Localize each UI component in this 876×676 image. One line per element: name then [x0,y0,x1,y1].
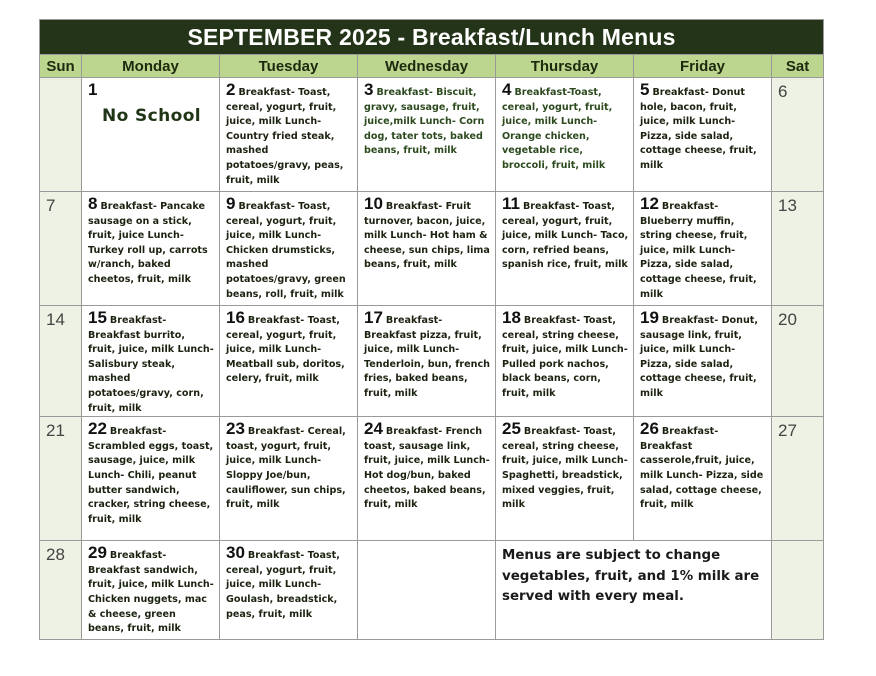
menu-text: Breakfast-Toast, cereal, yogurt, fruit, juice, milk Lunch- Orange chicken, vegetable rice, broccoli, fruit, milk [502,87,613,171]
menu-text: Breakfast- Toast, cereal, string cheese, fruit, juice, milk Lunch- Pulled pork nachos, black beans, corn, fruit, milk [502,315,628,399]
saturday-date: 13 [778,196,797,215]
sunday-date [40,78,81,82]
day-number: 12 [640,194,659,213]
day-number: 24 [364,419,383,439]
saturday-cell [772,541,824,640]
day-number: 25 [502,419,521,439]
day-cell [220,306,358,417]
calendar-title: SEPTEMBER 2025 - Breakfast/Lunch Menus [40,20,824,55]
day-number: 10 [364,194,383,213]
day-number: 9 [226,194,236,213]
day-number: 19 [640,308,659,327]
sunday-cell [40,192,82,306]
sunday-date: 21 [46,421,65,441]
day-cell [496,192,634,306]
day-number: 4 [502,80,512,99]
menu-text: Breakfast- Cereal, toast, yogurt, fruit, juice, milk Lunch- Sloppy Joe/bun, cauliflower, sun chips, fruit, milk [226,426,346,511]
menu-text: Breakfast- Donut, sausage link, fruit, juice, milk Lunch- Pizza, side salad, cottage cheese, fruit, milk [640,315,759,399]
day-number: 2 [226,80,236,99]
day-cell [220,192,358,306]
day-cell [358,306,496,417]
day-number: 29 [88,543,107,563]
day-header-monday: Monday [82,55,220,78]
sunday-date: 7 [46,196,56,215]
day-cell [82,541,220,640]
day-number: 1 [88,80,98,99]
sunday-cell [40,541,82,640]
day-number: 30 [226,543,245,563]
menu-text: Breakfast- Breakfast pizza, fruit, juice, milk Lunch- Tenderloin, bun, french fries, baked beans, fruit, milk [364,315,490,399]
day-number: 11 [502,194,520,213]
day-cell [496,306,634,417]
day-cell [82,417,220,541]
day-cell [220,78,358,192]
menu-text: Breakfast- Fruit turnover, bacon, juice, milk Lunch- Hot ham & cheese, sun chips, lima beans, fruit, milk [364,201,490,271]
menu-text: Breakfast- French toast, sausage link, fruit, juice, milk Lunch- Hot dog/bun, baked cheetos, baked beans, fruit, milk [364,426,490,511]
empty-day-cell [358,541,496,640]
day-number: 8 [88,194,98,213]
day-cell [358,417,496,541]
day-cell [82,306,220,417]
menu-text: Breakfast- Toast, cereal, yogurt, fruit, juice, milk Lunch- Goulash, breadstick, peas, fruit, milk [226,550,340,620]
day-cell [358,78,496,192]
day-cell [82,78,220,192]
day-number: 5 [640,80,650,99]
day-number: 26 [640,419,659,439]
day-cell [634,306,772,417]
day-header-friday: Friday [634,55,772,78]
saturday-cell [772,417,824,541]
saturday-date: 27 [778,421,797,441]
saturday-date [772,541,823,545]
menu-text: Breakfast- Scrambled eggs, toast, sausage, juice, milk Lunch- Chili, peanut butter sandwich, cracker, string cheese, fruit, milk [88,426,214,525]
day-number: 17 [364,308,383,327]
saturday-cell [772,306,824,417]
day-cell [82,192,220,306]
sunday-cell [40,417,82,541]
day-cell [496,78,634,192]
day-number: 3 [364,80,374,99]
menu-text: Breakfast- Pancake sausage on a stick, fruit, juice Lunch- Turkey roll up, carrots w/ranch, baked cheetos, fruit, milk [88,201,208,285]
day-header-wednesday: Wednesday [358,55,496,78]
day-cell [634,78,772,192]
menu-text: Breakfast- Toast, cereal, yogurt, fruit, juice, milk Lunch- Chicken drumsticks, mashed potatoes/gravy, green beans, roll, fruit, milk [226,201,346,300]
saturday-cell [772,192,824,306]
menu-text: Breakfast- Breakfast burrito, fruit, juice, milk Lunch- Salisbury steak, mashed potatoes/gravy, corn, fruit, milk [88,315,214,414]
menu-note: Menus are subject to change vegetables, fruit, and 1% milk are served with every meal. [502,548,760,605]
menu-text: Breakfast- Biscuit, gravy, sausage, fruit, juice,milk Lunch- Corn dog, tater tots, baked beans, fruit, milk [364,87,485,157]
menu-calendar [39,19,824,640]
menu-text: Breakfast- Toast, cereal, yogurt, fruit, juice, milk Lunch- Taco, corn, refried beans, spanish rice, fruit, milk [502,201,629,271]
week-row [40,192,824,306]
week-row [40,417,824,541]
menu-note-cell [496,541,772,640]
saturday-cell [772,78,824,192]
menu-text: Breakfast- Toast, cereal, string cheese, fruit, juice, milk Lunch- Spaghetti, breadstick, mixed veggies, fruit, milk [502,426,628,511]
day-cell [220,541,358,640]
day-header-sun: Sun [40,55,82,78]
sunday-cell [40,78,82,192]
day-number: 15 [88,308,107,327]
day-cell [634,192,772,306]
menu-text: Breakfast- Toast, cereal, yogurt, fruit, juice, milk Lunch- Meatball sub, doritos, celery, fruit, milk [226,315,345,385]
day-number: 18 [502,308,521,327]
saturday-date: 6 [778,82,788,101]
day-header-thursday: Thursday [496,55,634,78]
menu-text: Breakfast- Donut hole, bacon, fruit, juice, milk Lunch- Pizza, side salad, cottage cheese, fruit, milk [640,87,757,171]
day-header-tuesday: Tuesday [220,55,358,78]
sunday-date: 28 [46,545,65,565]
week-row [40,541,824,640]
sunday-date: 14 [46,310,65,329]
sunday-cell [40,306,82,417]
week-row [40,78,824,192]
day-number: 16 [226,308,245,327]
day-cell [220,417,358,541]
day-cell [496,417,634,541]
no-school-label: No School [101,105,202,126]
menu-text: Breakfast- Blueberry muffin, string cheese, fruit, juice, milk Lunch- Pizza, side salad, cottage cheese, fruit, milk [640,201,757,300]
saturday-date: 20 [778,310,797,329]
day-number: 23 [226,419,245,439]
day-cell [358,192,496,306]
menu-text: Breakfast- Breakfast casserole,fruit, juice, milk Lunch- Pizza, side salad, cottage cheese, fruit, milk [640,426,764,511]
menu-text: Breakfast- Breakfast sandwich, fruit, juice, milk Lunch- Chicken nuggets, mac & cheese, green beans, fruit, milk [88,550,214,635]
day-number: 22 [88,419,107,439]
day-cell [634,417,772,541]
menu-text: Breakfast- Toast, cereal, yogurt, fruit, juice, milk Lunch- Country fried steak, mashed potatoes/gravy, peas, fruit, milk [226,87,344,186]
week-row [40,306,824,417]
day-header-sat: Sat [772,55,824,78]
